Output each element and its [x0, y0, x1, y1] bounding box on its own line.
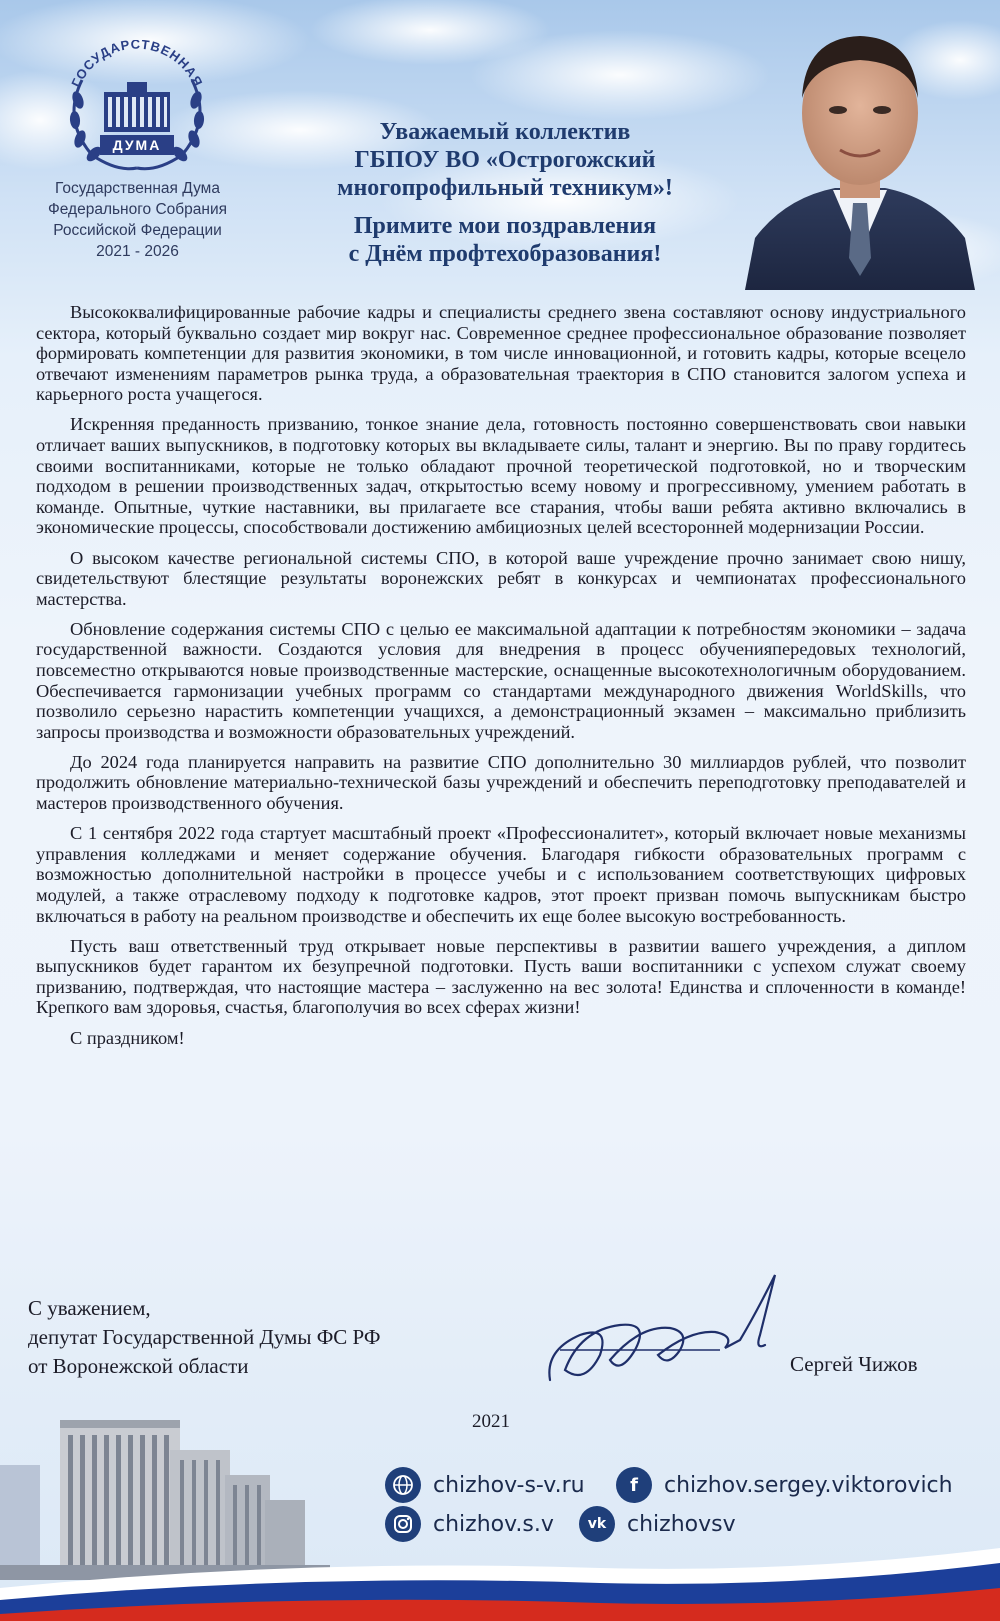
- letter-heading: [285, 118, 725, 268]
- greeting-line: Примите мои поздравления: [353, 213, 657, 239]
- duma-caption-years: 2021 - 2026: [96, 243, 179, 260]
- svg-text:ГОСУДАРСТВЕННАЯ: [68, 40, 206, 89]
- signer-name: Сергей Чижов: [790, 1352, 918, 1376]
- greeting-line: с Днём профтехобразования!: [348, 241, 662, 267]
- duma-caption-line: Государственная Дума: [55, 180, 220, 197]
- instagram-link[interactable]: [385, 1506, 554, 1542]
- website-link[interactable]: [385, 1467, 585, 1503]
- website-label: chizhov-s-v.ru: [433, 1472, 585, 1498]
- heading-line: ГБПОУ ВО «Острогожский: [354, 147, 656, 173]
- facebook-icon: f: [616, 1467, 652, 1503]
- duma-caption-line: Федерального Собрания: [47, 201, 228, 218]
- author-portrait: [745, 18, 975, 290]
- facebook-label: chizhov.sergey.viktorovich: [664, 1472, 953, 1498]
- vk-label: chizhovsv: [627, 1511, 736, 1537]
- emblem-plate-text: ДУМА: [112, 137, 162, 153]
- duma-caption: [30, 178, 245, 262]
- body-paragraph: Обновление содержания системы СПО с целью ее максимальной адаптации к потребностям экономики – задача государственной важности. Создаются условия для внедрения в процесс обученияпередовых технологий, повсеместно открываются новые производственные мастерские, оснащенные высокотехнологичным оборудованием. Обеспечивается гармонизации учебных программ со стандартами международного движения WorldSkills, что позволило серьезно нарастить компетенции учащихся, а демонстрационный экзамен – максимально приблизить запросы производства и возможности образовательных учреждений.: [36, 618, 966, 742]
- body-paragraph: С 1 сентября 2022 года стартует масштабный проект «Профессионалитет», который включает новые механизмы управления колледжами и меняет содержание обучения. Благодаря гибкости образовательных программ с возможностью дополнительной настройки в процессе учебы и с использованием соответствующих цифровых модулей, а также отраслевому подходу к подготовке кадров, этот проект призван помочь выпускникам быстро включаться в работу на реальном производстве и обеспечить их еще более высокую востребованность.: [36, 823, 966, 926]
- vk-icon: vk: [579, 1506, 615, 1542]
- body-paragraph: Высококвалифицированные рабочие кадры и специалисты среднего звена составляют основу индустриального сектора, который буквально создает мир вокруг нас. Современное среднее профессиональное образование позволяет формировать компетенции для развития экономики, в том числе инновационной, и готовить кадры, которые всецело отвечают изменениям параметров рынка труда, а образовательная траектория в СПО становится залогом успеха и карьерного роста учащегося.: [36, 302, 966, 405]
- state-duma-emblem: [42, 40, 232, 180]
- instagram-label: chizhov.s.v: [433, 1511, 554, 1537]
- instagram-icon: [385, 1506, 421, 1542]
- signoff-line: С уважением,: [28, 1296, 151, 1320]
- globe-icon: [385, 1467, 421, 1503]
- duma-caption-line: Российской Федерации: [53, 222, 222, 239]
- heading-line: многопрофильный техникум»!: [337, 175, 673, 201]
- body-paragraph: Пусть ваш ответственный труд открывает новые перспективы в развитии вашего учреждения, а диплом выпускников будет гарантом их безупречной подготовки. Пусть ваши воспитанники с успехом служат своему призванию, подтверждая, что настоящие мастера – заслуженно на вес золота! Единства и сплоченности в команде! Крепкого вам здоровья, счастья, благополучия во всех сферах жизни!: [36, 935, 966, 1018]
- emblem-arc-text: ГОСУДАРСТВЕННАЯ: [68, 40, 206, 90]
- body-paragraph: Искренняя преданность призванию, тонкое знание дела, готовность постоянно совершенствовать свои навыки отличает ваших выпускников, в подготовку которых вы вкладываете силы, талант и энергию. Вы по праву гордитесь своими воспитанниками, которые не только обладают прочной теоретической подготовкой, но и творческим подходом в решении производственных задач, открытостью всему новому и прогрессивному, умением работать в команде. Опытные, чуткие наставники, вы прилагаете все старания, чтобы ваши ребята активно включались в экономические процессы, способствовали достижению амбициозных целей всесторонней модернизации России.: [36, 414, 966, 538]
- russian-flag-ribbon: [0, 1548, 1000, 1621]
- duma-logo-icon: [42, 40, 232, 180]
- signoff-line: депутат Государственной Думы ФС РФ: [28, 1325, 381, 1349]
- body-paragraph: О высоком качестве региональной системы СПО, в которой ваше учреждение прочно занимает свою нишу, свидетельствуют блестящие результаты воронежских ребят в конкурсах и чемпионатах профессионального мастерства.: [36, 547, 966, 609]
- vk-link[interactable]: [579, 1506, 736, 1542]
- facebook-link[interactable]: [616, 1467, 953, 1503]
- body-paragraph: До 2024 года планируется направить на развитие СПО дополнительно 30 миллиардов рублей, что позволит продолжить обновление материально-технической базы учреждений и обеспечить переподготовку преподавателей и мастеров производственного обучения.: [36, 751, 966, 814]
- letter-year: 2021: [472, 1411, 510, 1432]
- holiday-wish: С праздником!: [70, 1027, 185, 1048]
- letter-body: [36, 302, 966, 1058]
- handwritten-signature: [540, 1270, 800, 1400]
- heading-line: Уважаемый коллектив: [379, 119, 631, 145]
- signoff-line: от Воронежской области: [28, 1354, 249, 1378]
- signoff-block: [28, 1294, 380, 1381]
